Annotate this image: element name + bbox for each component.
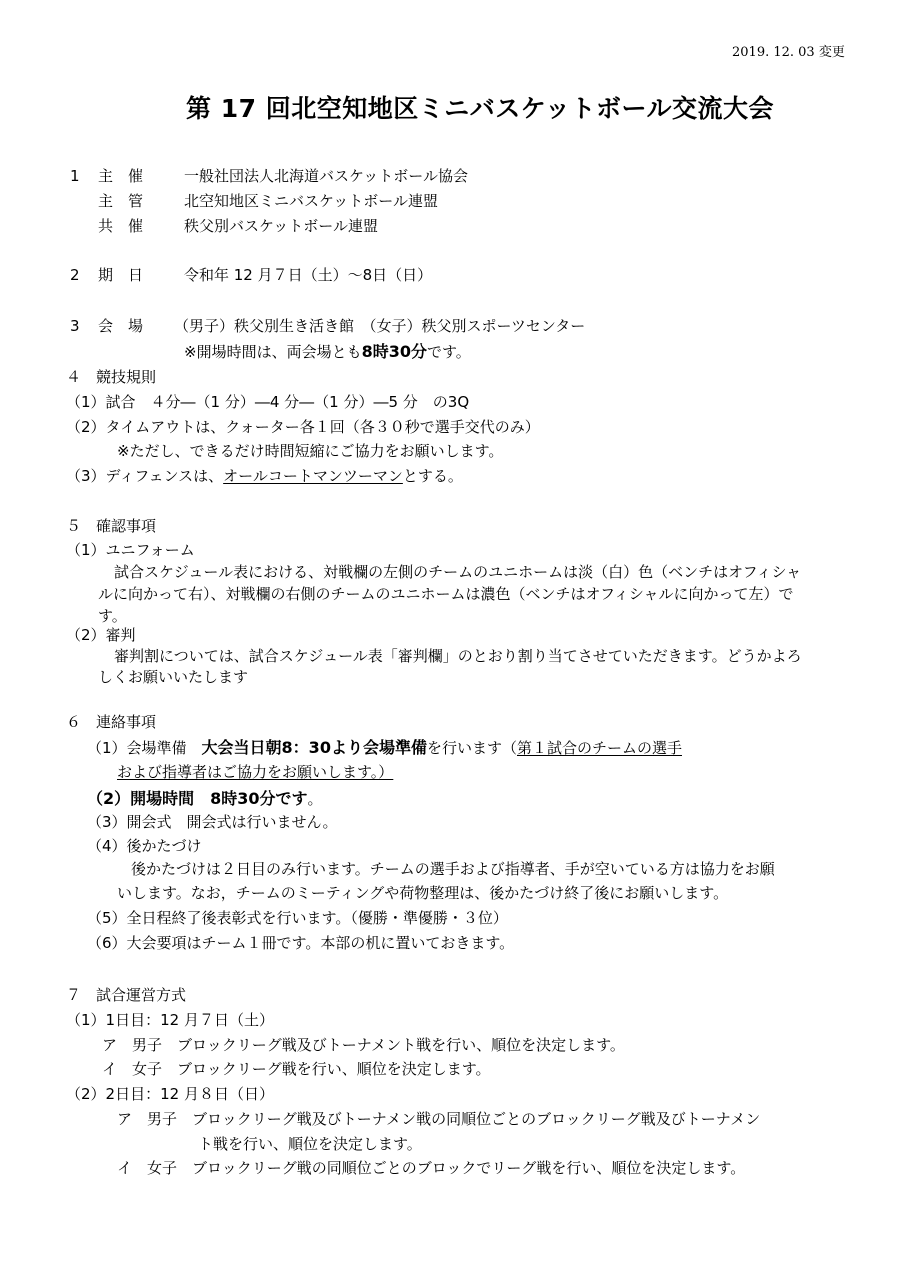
- day-1-boys: ア 男子 ブロックリーグ戦及びトーナメント戦を行い、順位を決定します。: [102, 1036, 625, 1054]
- cohost-value: 秩父別バスケットボール連盟: [184, 217, 378, 235]
- section-3-number: 3: [70, 317, 80, 335]
- note-text: ※開場時間は、両会場とも: [184, 343, 362, 361]
- opening-time-bold: 8時30分: [361, 342, 427, 361]
- section-1-number: 1: [70, 167, 80, 185]
- rule-3-text-end: とする。: [402, 467, 463, 485]
- uniform-line-1: 試合スケジュール表における、対戦欄の左側のチームのユニホームは淡（白）色（ベンチはオフィシャ: [114, 563, 802, 581]
- day-2-heading: （2）2日目：12 月８日（日）: [66, 1085, 274, 1103]
- notice-1-underlined-1: 第１試合のチームの選手: [516, 739, 682, 757]
- notice-1-mid: を行います（: [426, 739, 517, 757]
- uniform-heading: （1）ユニフォーム: [66, 541, 195, 559]
- notice-1: [87, 740, 682, 756]
- cohost-label: 共 催: [98, 217, 144, 235]
- notice-2: [87, 791, 323, 807]
- day-2-girls: イ 女子 ブロックリーグ戦の同順位ごとのブロックでリーグ戦を行い、順位を決定します。: [117, 1159, 746, 1177]
- note-text-end: です。: [426, 343, 471, 361]
- rule-3-text: （3）ディフェンスは、: [66, 467, 224, 485]
- day-2-boys-line-2: ト戦を行い、順位を決定します。: [198, 1135, 422, 1153]
- referee-heading: （2）審判: [66, 626, 136, 644]
- organizer-value: 北空知地区ミニバスケットボール連盟: [184, 192, 438, 210]
- section-5-heading: ５ 確認事項: [66, 517, 157, 535]
- day-2-boys-line-1: ア 男子 ブロックリーグ戦及びトーナメン戦の同順位ごとのブロックリーグ戦及びトーナメン: [117, 1110, 761, 1128]
- uniform-line-2: ルに向かって右）、対戦欄の右側のチームのユニホームは濃色（ベンチはオフィシャルに向かって左）で: [98, 585, 794, 603]
- page-title: 第 17 回北空知地区ミニバスケットボール交流大会: [186, 94, 774, 123]
- uniform-line-3: す。: [98, 607, 127, 625]
- notice-1-bold: 大会当日朝8：30より会場準備: [201, 738, 427, 757]
- section-4-heading: ４ 競技規則: [66, 368, 157, 386]
- rule-2: （2）タイムアウトは、クォーター各１回（各３０秒で選手交代のみ）: [66, 418, 540, 436]
- revision-date: 2019. 12. 03 変更: [732, 45, 845, 60]
- notice-3: （3）開会式 開会式は行いません。: [87, 813, 338, 831]
- host-value: 一般社団法人北海道バスケットボール協会: [184, 167, 468, 185]
- notice-1-underlined-2: および指導者はご協力をお願いします。）: [117, 763, 394, 781]
- section-7-heading: ７ 試合運営方式: [66, 986, 187, 1004]
- rule-3: [66, 469, 463, 484]
- date-value: 令和年 12 月７日（土）～8日（日）: [184, 266, 433, 284]
- notice-2-bold: 開場時間 8時30分です: [130, 789, 308, 808]
- notice-2-label: （2）: [87, 789, 131, 808]
- day-1-girls: イ 女子 ブロックリーグ戦を行い、順位を決定します。: [102, 1060, 491, 1078]
- day-1-heading: （1）1日目：12 月７日（土）: [66, 1011, 274, 1029]
- rule-2-note: ※ただし、できるだけ時間短縮にご協力をお願いします。: [117, 442, 504, 460]
- referee-line-1: 審判割については、試合スケジュール表「審判欄」のとおり割り当てさせていただきます。どうかよろ: [114, 647, 802, 665]
- notice-1-label: （1）会場準備: [87, 739, 202, 757]
- date-label: 期 日: [98, 266, 144, 284]
- host-label: 主 催: [98, 167, 144, 185]
- section-6-heading: ６ 連絡事項: [66, 713, 157, 731]
- venue-value: （男子）秩父別生き活き館 （女子）秩父別スポーツセンター: [174, 317, 586, 335]
- opening-time-note: [184, 344, 471, 360]
- notice-5: （5）全日程終了後表彰式を行います。（優勝・準優勝・３位）: [87, 909, 508, 927]
- rule-3-underlined: オールコートマンツーマン: [223, 467, 403, 485]
- notice-4-line-2: いします。なお，チームのミーティングや荷物整理は、後かたづけ終了後にお願いします。: [117, 884, 729, 902]
- rule-1: （1）試合 ４分―（1 分）―4 分―（1 分）―5 分 の3Q: [66, 393, 470, 411]
- notice-2-end: 。: [307, 790, 323, 808]
- notice-4-line-1: 後かたづけは２日目のみ行います。チームの選手および指導者、手が空いている方は協力をお願: [131, 860, 775, 878]
- notice-6: （6）大会要項はチーム１冊です。本部の机に置いておきます。: [87, 934, 515, 952]
- venue-label: 会 場: [98, 317, 144, 335]
- referee-line-2: しくお願いいたします: [98, 668, 249, 686]
- organizer-label: 主 管: [98, 192, 144, 210]
- section-2-number: 2: [70, 266, 80, 284]
- notice-4-heading: （4）後かたづけ: [87, 837, 202, 855]
